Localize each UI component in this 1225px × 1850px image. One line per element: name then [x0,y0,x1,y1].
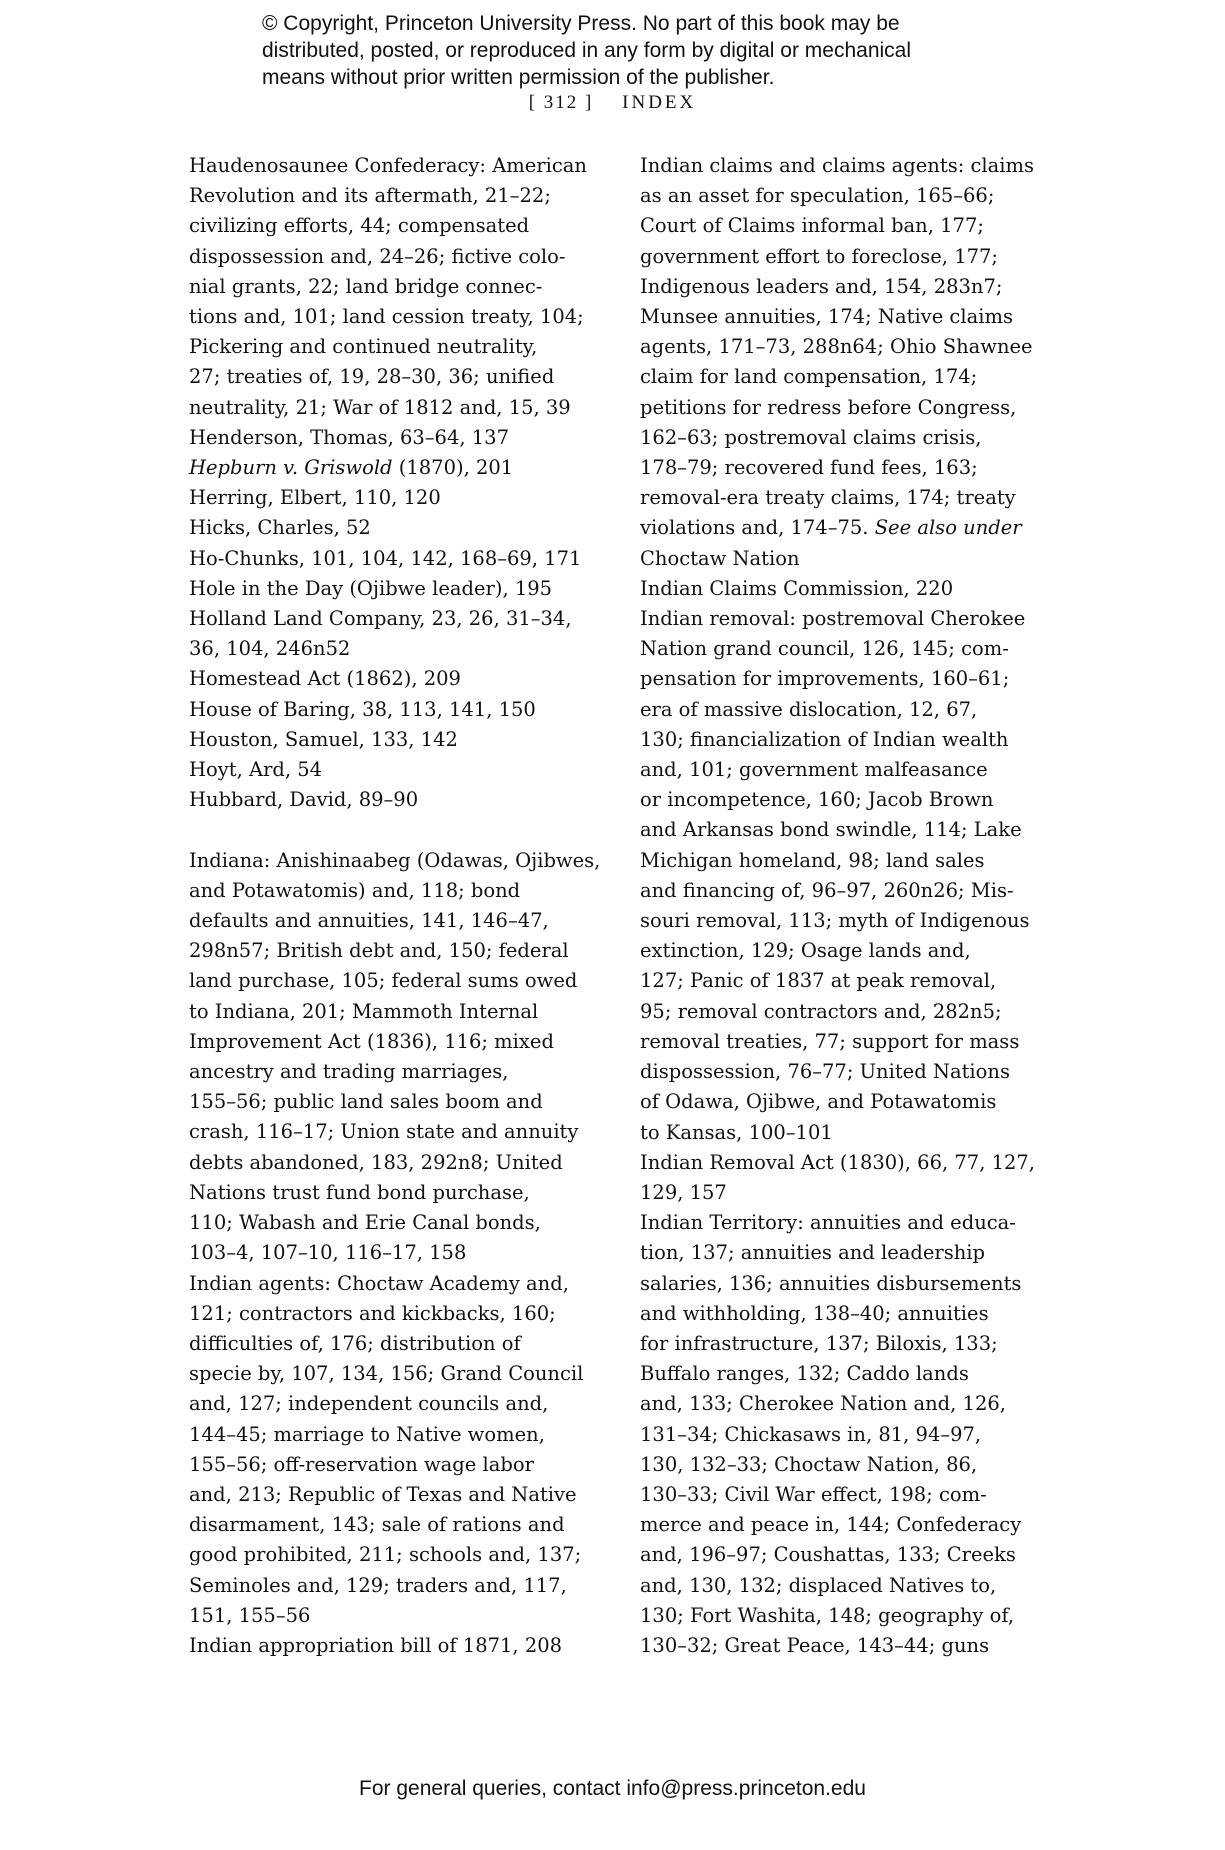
index-entry-line: Improvement Act (1836), 116; mixed [189,1029,554,1053]
index-entry-line: Michigan homeland, 98; land sales [640,848,985,872]
index-entry-line: difficulties of, 176; distribution of [189,1331,521,1355]
index-entry-line: 155–56; off-reservation wage labor [189,1452,534,1476]
index-column-right [640,151,1050,1661]
index-entry-line: to Kansas, 100–101 [640,1120,833,1144]
index-entry-line: tion, 137; annuities and leadership [640,1241,986,1265]
copyright-notice [262,10,1022,91]
running-head [0,92,1225,114]
index-entry-line: neutrality, 21; War of 1812 and, 15, 39 [189,395,571,419]
letter-section-gap [189,815,599,845]
index-entry-line: and, 213; Republic of Texas and Native [189,1482,577,1506]
index-entry-line: and, 133; Cherokee Nation and, 126, [640,1392,1006,1416]
index-entry-line: Homestead Act (1862), 209 [189,667,461,691]
index-entry-line: Seminoles and, 129; traders and, 117, [189,1573,567,1597]
index-entry-line: petitions for redress before Congress, [640,395,1017,419]
index-entry-line: civilizing efforts, 44; compensated [189,214,530,238]
index-entry-line: nial grants, 22; land bridge connec- [189,274,543,298]
index-entry-line: for infrastructure, 137; Biloxis, 133; [640,1331,998,1355]
index-entry-line: Revolution and its aftermath, 21–22; [189,184,551,208]
index-entry-line: 27; treaties of, 19, 28–30, 36; unified [189,365,555,389]
index-entry-line: Hepburn v. Griswold (1870), 201 [189,456,514,480]
index-entry [640,574,1050,604]
index-entry-line: merce and peace in, 144; Confederacy [640,1513,1022,1537]
index-entry-line: 110; Wabash and Erie Canal bonds, [189,1211,541,1235]
index-entry-line: 127; Panic of 1837 at peak removal, [640,969,997,993]
index-entry-line: disarmament, 143; sale of rations and [189,1513,565,1537]
index-entry [189,151,599,423]
index-entry-line: Indiana: Anishinaabeg (Odawas, Ojibwes, [189,848,601,872]
index-entry-line: and financing of, 96–97, 260n26; Mis- [640,878,1014,902]
index-entry-line: 178–79; recovered fund fees, 163; [640,456,978,480]
index-entry-line: 103–4, 107–10, 116–17, 158 [189,1241,467,1265]
index-entry-line: defaults and annuities, 141, 146–47, [189,909,549,933]
index-entry-line: violations and, 174–75. See also under [640,516,1022,540]
index-entry-line: 36, 104, 246n52 [189,637,351,661]
index-entry-line: claim for land compensation, 174; [640,365,978,389]
index-entry-line: agents, 171–73, 288n64; Ohio Shawnee [640,335,1033,359]
index-entry-line: and, 101; government malfeasance [640,758,988,782]
copyright-line: means without prior written permission of the publisher. [262,66,775,89]
index-entry-line: Buffalo ranges, 132; Caddo lands [640,1362,969,1386]
index-entry-line: 144–45; marriage to Native women, [189,1422,545,1446]
footer-contact: For general queries, contact info@press.princeton.edu [359,1777,866,1800]
index-entry-line: and, 127; independent councils and, [189,1392,549,1416]
index-entry-line: Court of Claims informal ban, 177; [640,214,984,238]
index-entry-line: 151, 155–56 [189,1603,311,1627]
index-column-left [189,151,599,1661]
index-entry-line: Haudenosaunee Confederacy: American [189,154,587,177]
index-entry-line: and Potawatomis) and, 118; bond [189,878,521,902]
index-entry [189,513,599,543]
index-entry-line: Herring, Elbert, 110, 120 [189,486,441,510]
index-entry-line: 95; removal contractors and, 282n5; [640,999,1002,1023]
index-entry-line: Nation grand council, 126, 145; com- [640,637,1009,661]
copyright-line: distributed, posted, or reproduced in any form by digital or mechanical [262,39,912,62]
index-entry-line: 162–63; postremoval claims crisis, [640,425,982,449]
index-entry-line: Hubbard, David, 89–90 [189,788,419,812]
index-entry-line: Pickering and continued neutrality, [189,335,538,359]
index-entry-line: extinction, 129; Osage lands and, [640,939,971,963]
index-entry-line: and, 196–97; Coushattas, 133; Creeks [640,1543,1016,1567]
index-entry [189,755,599,785]
index-entry-line: Hole in the Day (Ojibwe leader), 195 [189,576,553,600]
index-entry-line: Hoyt, Ard, 54 [189,758,323,782]
index-entry-line: 121; contractors and kickbacks, 160; [189,1301,556,1325]
index-entry-line: land purchase, 105; federal sums owed [189,969,578,993]
page-number: [ 312 ] [528,92,594,113]
index-entry-line: debts abandoned, 183, 292n8; United [189,1150,563,1174]
index-entry-line: tions and, 101; land cession treaty, 104; [189,305,584,329]
index-entry [189,785,599,815]
index-entry-line: specie by, 107, 134, 156; Grand Council [189,1362,584,1386]
index-entry-line: and, 130, 132; displaced Natives to, [640,1573,997,1597]
index-entry [640,1148,1050,1208]
index-entry-line: crash, 116–17; Union state and annuity [189,1120,579,1144]
index-entry-line: 130, 132–33; Choctaw Nation, 86, [640,1452,978,1476]
index-entry-line: and Arkansas bond swindle, 114; Lake [640,818,1022,842]
index-entry-line: Ho-Chunks, 101, 104, 142, 168–69, 171 [189,546,582,570]
index-entry-line: as an asset for speculation, 165–66; [640,184,995,208]
index-entry [640,151,1050,574]
index-entry [189,1631,599,1661]
index-entry-line: government effort to foreclose, 177; [640,244,998,268]
index-entry-line: 130–33; Civil War effect, 198; com- [640,1482,987,1506]
index-entry-line: Nations trust fund bond purchase, [189,1180,530,1204]
index-entry [189,695,599,725]
index-entry-line: 130–32; Great Peace, 143–44; guns [640,1633,990,1657]
index-entry-line: Indian Territory: annuities and educa- [640,1211,1016,1235]
index-entry-line: Indian agents: Choctaw Academy and, [189,1271,569,1295]
index-entry [189,574,599,604]
index-entry-line: salaries, 136; annuities disbursements [640,1271,1022,1295]
index-entry-line: Indian Removal Act (1830), 66, 77, 127, [640,1150,1036,1174]
index-entry-line: Munsee annuities, 174; Native claims [640,305,1013,329]
index-entry-line: era of massive dislocation, 12, 67, [640,697,978,721]
index-entry-line: Henderson, Thomas, 63–64, 137 [189,425,509,449]
index-entry-line: good prohibited, 211; schools and, 137; [189,1543,582,1567]
index-entry [189,453,599,483]
index-entry-line: 130; financialization of Indian wealth [640,727,1009,751]
index-entry-line: Holland Land Company, 23, 26, 31–34, [189,607,572,631]
index-entry-line: pensation for improvements, 160–61; [640,667,1010,691]
index-entry [189,725,599,755]
index-entry [189,846,599,1269]
index-entry-line: removal-era treaty claims, 174; treaty [640,486,1016,510]
index-entry [189,604,599,664]
index-entry-line: 155–56; public land sales boom and [189,1090,543,1114]
index-entry-line: 129, 157 [640,1180,727,1204]
index-entry-line: or incompetence, 160; Jacob Brown [640,788,994,812]
index-entry-line: Indian claims and claims agents: claims [640,154,1034,177]
index-entry-line: Choctaw Nation [640,546,800,570]
index-entry-line: 131–34; Chickasaws in, 81, 94–97, [640,1422,982,1446]
index-entry-line: House of Baring, 38, 113, 141, 150 [189,697,536,721]
index-entry-line: dispossession and, 24–26; fictive colo- [189,244,566,268]
index-entry-line: Indigenous leaders and, 154, 283n7; [640,274,1003,298]
index-entry-line: Indian removal: postremoval Cherokee [640,607,1026,631]
index-entry [189,423,599,453]
index-entry [640,604,1050,1148]
index-entry [189,664,599,694]
index-entry-line: Houston, Samuel, 133, 142 [189,727,458,751]
index-entry [189,544,599,574]
copyright-line: © Copyright, Princeton University Press. No part of this book may be [262,12,900,35]
index-entry-line: dispossession, 76–77; United Nations [640,1060,1010,1084]
index-entry-line: and withholding, 138–40; annuities [640,1301,989,1325]
index-entry-line: removal treaties, 77; support for mass [640,1029,1020,1053]
index-entry [640,1208,1050,1661]
index-entry-line: Indian appropriation bill of 1871, 208 [189,1633,563,1657]
section-title: INDEX [622,92,697,113]
index-entry [189,483,599,513]
index-entry-line: Indian Claims Commission, 220 [640,576,954,600]
index-entry-line: ancestry and trading marriages, [189,1060,509,1084]
index-entry-line: 298n57; British debt and, 150; federal [189,939,569,963]
index-entry-line: Hicks, Charles, 52 [189,516,371,540]
index-entry-line: souri removal, 113; myth of Indigenous [640,909,1030,933]
index-entry-line: 130; Fort Washita, 148; geography of, [640,1603,1015,1627]
index-entry-line: of Odawa, Ojibwe, and Potawatomis [640,1090,997,1114]
index-entry [189,1269,599,1631]
index-entry-line: to Indiana, 201; Mammoth Internal [189,999,539,1023]
